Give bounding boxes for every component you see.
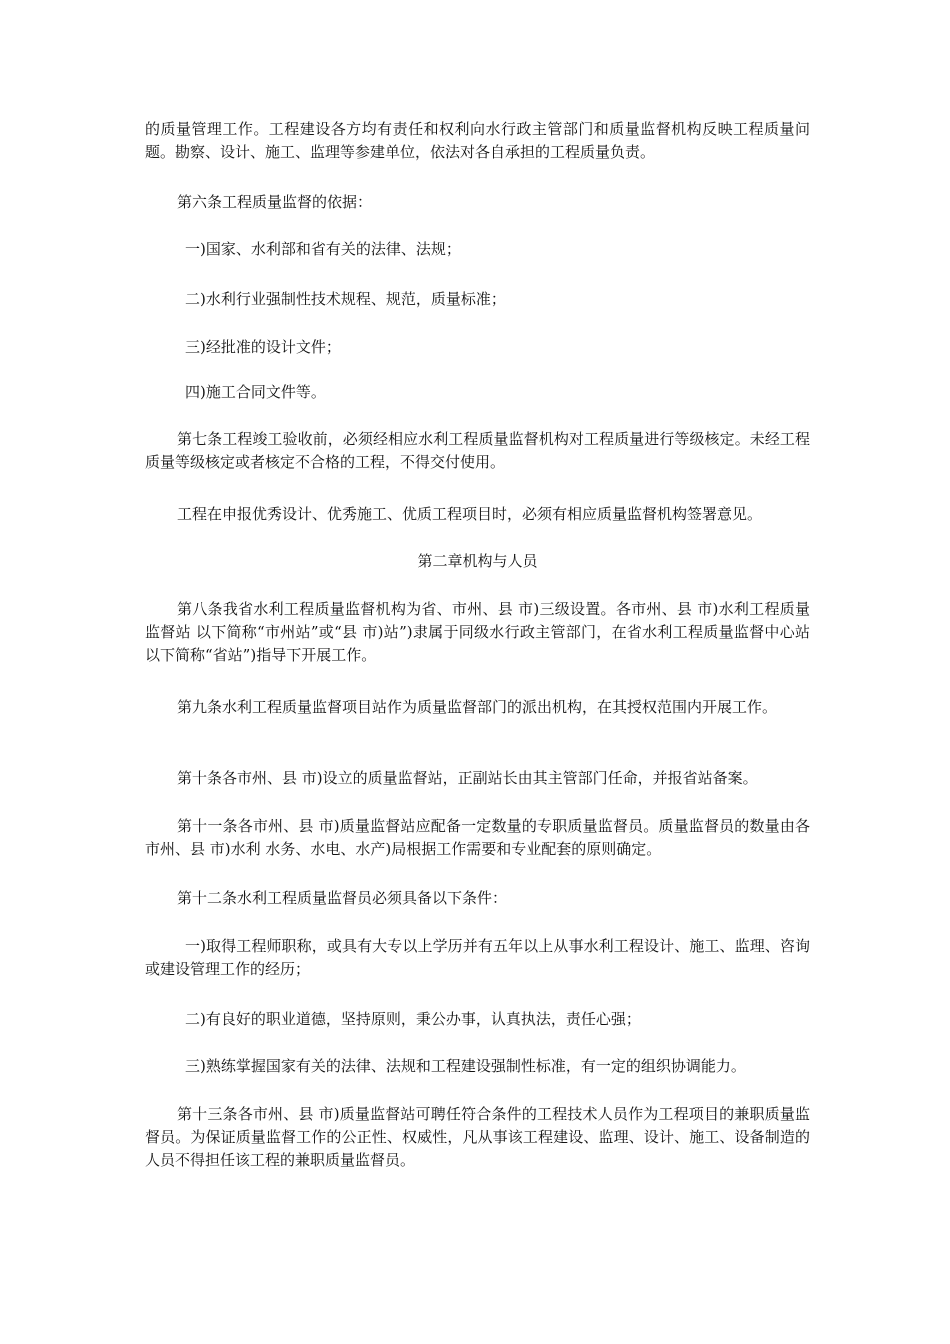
paragraph-article-11: 第十一条各市州、县 市)质量监督站应配备一定数量的专职质量监督员。质量监督员的数量由各市州、县 市)水利 水务、水电、水产)局根据工作需要和专业配套的原则确定。 xyxy=(145,817,810,858)
condition-item-3: 三)熟练掌握国家有关的法律、法规和工程建设强制性标准，有一定的组织协调能力。 xyxy=(185,1057,746,1075)
list-item-4: 四)施工合同文件等。 xyxy=(185,383,326,401)
paragraph-excellent-projects: 工程在申报优秀设计、优秀施工、优质工程项目时，必须有相应质量监督机构签署意见。 xyxy=(177,505,763,523)
paragraph-quality-management: 的质量管理工作。工程建设各方均有责任和权利向水行政主管部门和质量监督机构反映工程质量问题。勘察、设计、施工、监理等参建单位，依法对各自承担的工程质量负责。 xyxy=(145,120,810,161)
paragraph-article-9: 第九条水利工程质量监督项目站作为质量监督部门的派出机构，在其授权范围内开展工作。 xyxy=(177,698,778,716)
chapter-heading: 第二章机构与人员 xyxy=(417,552,538,570)
paragraph-article-13: 第十三条各市州、县 市)质量监督站可聘任符合条件的工程技术人员作为工程项目的兼职质量监督员。为保证质量监督工作的公正性、权威性，凡从事该工程建设、监理、设计、施工、设备制造的人员不得担任该工程的兼职质量监督员。 xyxy=(145,1105,810,1169)
paragraph-article-7: 第七条工程竣工验收前，必须经相应水利工程质量监督机构对工程质量进行等级核定。未经工程质量等级核定或者核定不合格的工程，不得交付使用。 xyxy=(145,430,810,471)
paragraph-article-8: 第八条我省水利工程质量监督机构为省、市州、县 市)三级设置。各市州、县 市)水利工程质量监督站 以下简称“市州站”或“县 市)站”)隶属于同级水行政主管部门，在省水利工程质量监督中心站 以下简称“省站”)指导下开展工作。 xyxy=(145,600,810,664)
list-item-1: 一)国家、水利部和省有关的法律、法规； xyxy=(185,240,461,258)
paragraph-article-10: 第十条各市州、县 市)设立的质量监督站，正副站长由其主管部门任命，并报省站备案。 xyxy=(177,769,758,787)
paragraph-article-12: 第十二条水利工程质量监督员必须具备以下条件： xyxy=(177,889,508,907)
condition-item-2: 二)有良好的职业道德，坚持原则，秉公办事，认真执法，责任心强； xyxy=(185,1010,641,1028)
condition-item-1: 一)取得工程师职称，或具有大专以上学历并有五年以上从事水利工程设计、施工、监理、咨询或建设管理工作的经历； xyxy=(145,937,810,978)
list-item-2: 二)水利行业强制性技术规程、规范，质量标准； xyxy=(185,290,506,308)
paragraph-article-6: 第六条工程质量监督的依据： xyxy=(177,193,373,211)
list-item-3: 三)经批准的设计文件； xyxy=(185,338,341,356)
